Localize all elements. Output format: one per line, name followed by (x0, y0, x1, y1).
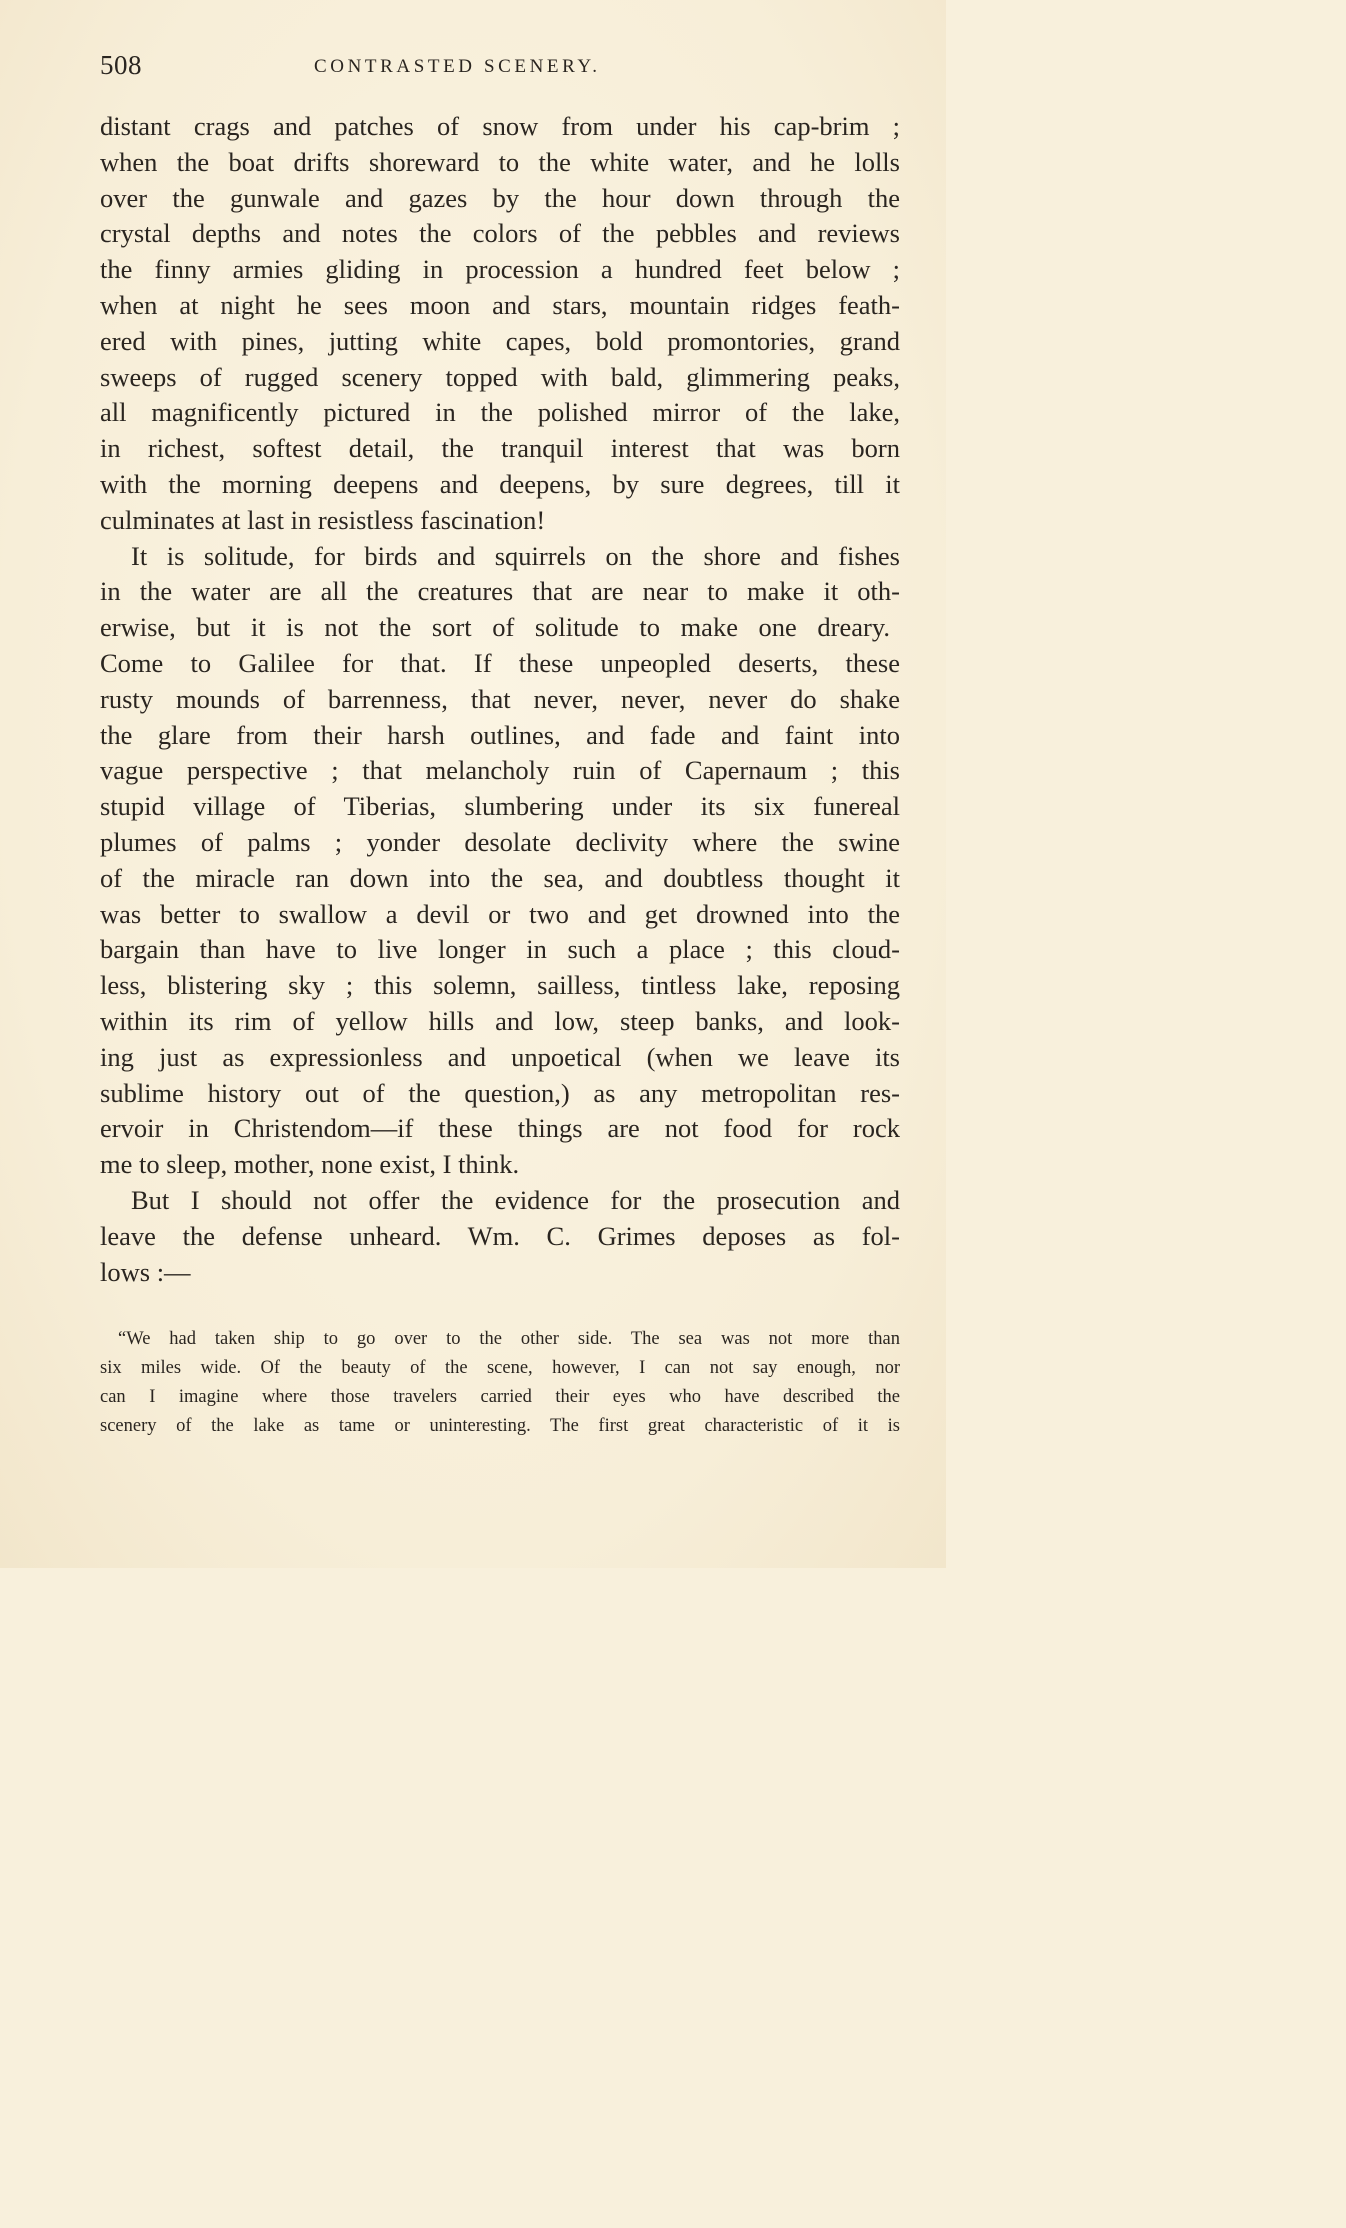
text-line: over the gunwale and gazes by the hour down through the (100, 182, 900, 213)
text-line: Come to Galilee for that. If these unpeopled deserts, these (100, 647, 900, 678)
text-line: of the miracle ran down into the sea, and doubtless thought it (100, 862, 900, 893)
text-line: lows :— (100, 1256, 191, 1287)
text-line: leave the defense unheard. Wm. C. Grimes deposes as fol- (100, 1220, 900, 1251)
book-page (0, 0, 946, 1568)
extract-line: scenery of the lake as tame or uninteresting. The first great characteristic of it is (100, 1416, 900, 1436)
text-line: rusty mounds of barrenness, that never, never, never do shake (100, 683, 900, 714)
text-line: sublime history out of the question,) as any metropolitan res- (100, 1077, 900, 1108)
text-line: sweeps of rugged scenery topped with bald, glimmering peaks, (100, 361, 900, 392)
text-line: all magnificently pictured in the polished mirror of the lake, (100, 397, 900, 428)
quoted-extract (100, 1325, 900, 1441)
text-line: ing just as expressionless and unpoetical (when we leave its (100, 1041, 900, 1072)
text-line: less, blistering sky ; this solemn, sailless, tintless lake, reposing (100, 970, 900, 1001)
text-line: when the boat drifts shoreward to the white water, and he lolls (100, 146, 900, 177)
page-header (100, 50, 900, 90)
running-head: CONTRASTED SCENERY. (314, 56, 601, 77)
text-line: ered with pines, jutting white capes, bold promontories, grand (100, 325, 900, 356)
text-line: crystal depths and notes the colors of the pebbles and reviews (100, 218, 900, 249)
text-line: culminates at last in resistless fascination! (100, 504, 546, 535)
text-line: in richest, softest detail, the tranquil interest that was born (100, 433, 900, 464)
paragraph-start-line: But I should not offer the evidence for the prosecution and (131, 1184, 900, 1215)
paragraph-start-line: It is solitude, for birds and squirrels on the shore and fishes (131, 540, 900, 571)
text-line: me to sleep, mother, none exist, I think. (100, 1149, 520, 1180)
extract-line: six miles wide. Of the beauty of the scene, however, I can not say enough, nor (100, 1358, 900, 1378)
text-line: was better to swallow a devil or two and get drowned into the (100, 898, 900, 929)
text-line: erwise, but it is not the sort of solitude to make one dreary. (100, 612, 890, 643)
text-line: bargain than have to live longer in such a place ; this cloud- (100, 934, 900, 965)
text-line: ervoir in Christendom—if these things are not food for rock (100, 1113, 900, 1144)
text-line: the finny armies gliding in procession a hundred feet below ; (100, 254, 900, 285)
text-line: the glare from their harsh outlines, and fade and faint into (100, 719, 900, 750)
text-line: within its rim of yellow hills and low, steep banks, and look- (100, 1005, 900, 1036)
text-line: vague perspective ; that melancholy ruin of Capernaum ; this (100, 755, 900, 786)
text-line: with the morning deepens and deepens, by sure degrees, till it (100, 468, 900, 499)
text-line: when at night he sees moon and stars, mountain ridges feath- (100, 289, 900, 320)
text-line: plumes of palms ; yonder desolate declivity where the swine (100, 826, 900, 857)
text-line: distant crags and patches of snow from under his cap-brim ; (100, 111, 900, 141)
extract-line: can I imagine where those travelers carried their eyes who have described the (100, 1387, 900, 1407)
text-line: in the water are all the creatures that are near to make it oth- (100, 576, 900, 607)
page-number: 508 (100, 50, 142, 80)
body-text (100, 109, 900, 1290)
extract-line: “We had taken ship to go over to the other side. The sea was not more than (118, 1329, 900, 1349)
text-line: stupid village of Tiberias, slumbering under its six funereal (100, 791, 900, 822)
